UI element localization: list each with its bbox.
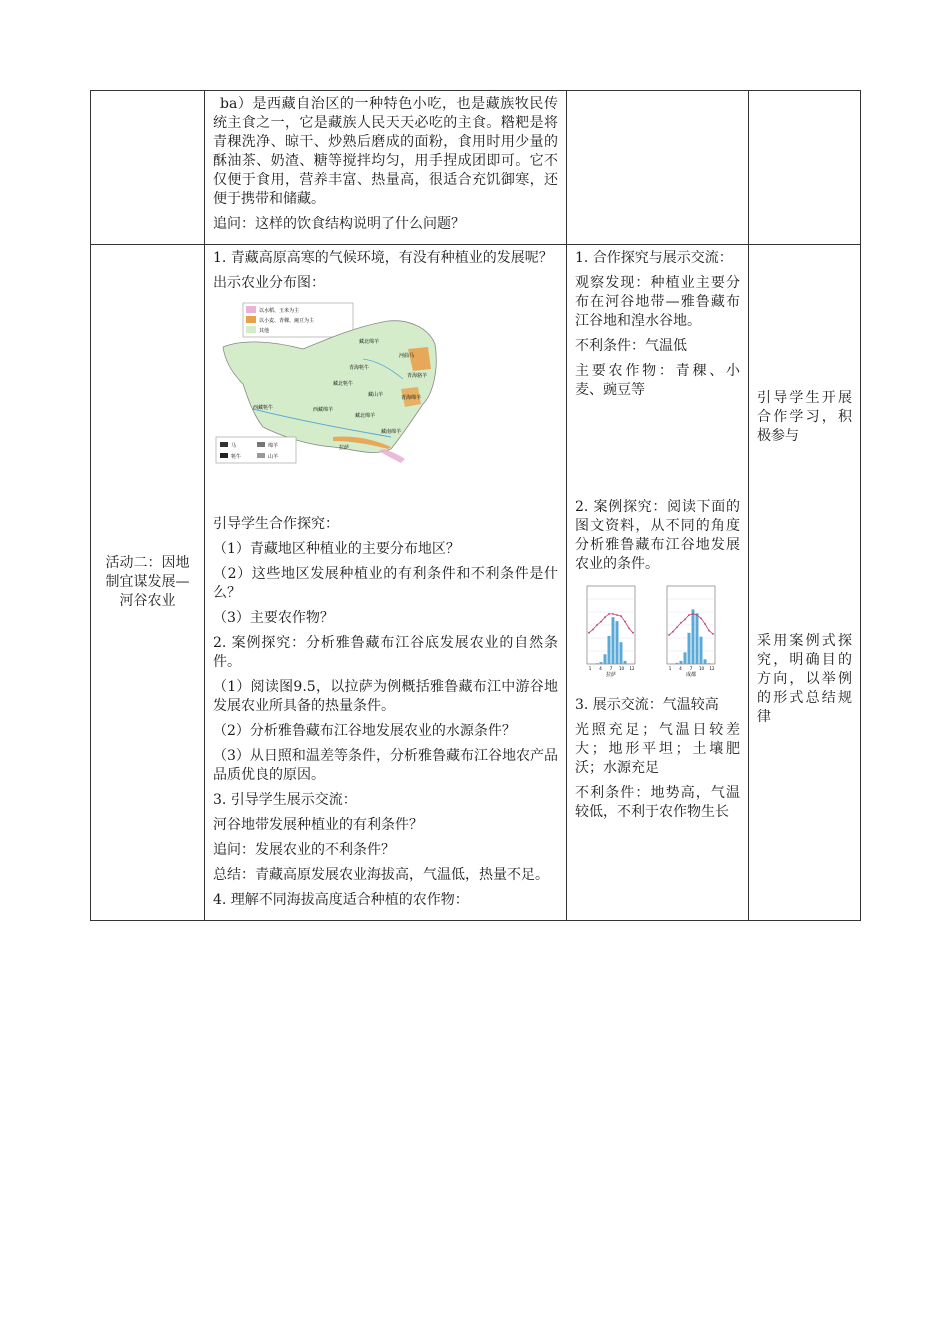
temp-point <box>680 622 682 624</box>
paragraph: 主要农作物：青稞、小麦、豌豆等 <box>575 363 740 398</box>
teacher-activity-cell <box>205 245 567 921</box>
precip-bar <box>600 662 603 664</box>
teacher-activity-cell <box>205 91 567 245</box>
legend-swatch-wheat <box>246 316 256 323</box>
tick-label: 4 <box>599 666 602 671</box>
paragraph: 不利条件：气温低 <box>575 338 687 354</box>
tick-label: 7 <box>689 666 693 671</box>
temp-point <box>684 619 686 621</box>
temp-point <box>668 634 670 636</box>
paragraph: 光照充足；气温日较差大；地形平坦；土壤肥沃；水源充足 <box>575 722 740 776</box>
tick-label: 12 <box>629 666 635 671</box>
animal-legend-label: 山羊 <box>268 454 279 460</box>
map-label: 青海绵羊 <box>401 395 422 401</box>
map-label: 藏北牦牛 <box>333 381 354 387</box>
paragraph: 总结：青藏高原发展农业海拔高，气温低，热量不足。 <box>213 867 549 883</box>
paragraph: 4. 理解不同海拔高度适合种植的农作物： <box>213 892 469 908</box>
temp-point <box>620 615 622 617</box>
temp-point <box>596 624 598 626</box>
legend-rice: 以水稻、玉米为主 <box>259 308 300 314</box>
precip-bar <box>692 609 695 664</box>
temp-point <box>672 631 674 633</box>
intent-cell-empty <box>749 91 861 245</box>
precip-bar <box>676 663 679 664</box>
precip-bar <box>612 617 615 664</box>
paragraph: 河谷地带发展种植业的有利条件？ <box>213 817 423 833</box>
precip-bar <box>684 652 687 664</box>
animal-legend-label: 牦牛 <box>231 454 242 460</box>
precip-bar <box>596 663 599 664</box>
precip-bar <box>604 654 607 664</box>
agriculture-map-figure <box>213 299 558 475</box>
paragraph: 追问：发展农业的不利条件？ <box>213 842 395 858</box>
paragraph: （2）分析雅鲁藏布江谷地发展农业的水源条件？ <box>213 723 516 739</box>
paragraph: 3. 引导学生展示交流： <box>213 792 357 808</box>
design-intent-cell <box>749 245 861 921</box>
paragraph: 3. 展示交流：气温较高 <box>575 697 719 713</box>
temp-point <box>676 626 678 628</box>
precip-bar <box>624 661 627 664</box>
paragraph: 2. 案例探究：阅读下面的图文资料，从不同的角度分析雅鲁藏布江谷地发展农业的条件。 <box>575 499 740 572</box>
paragraph: 观察发现：种植业主要分布在河谷地带—雅鲁藏布江谷地和湟水谷地。 <box>575 275 740 329</box>
tick-label: 10 <box>698 666 705 671</box>
paragraph: （2）这些地区发展种植业的有利条件和不利条件是什么？ <box>213 566 558 601</box>
map-label: 青海牦牛 <box>349 365 370 371</box>
tick-label: 1 <box>668 666 672 671</box>
precip-bar <box>700 637 703 664</box>
tick-label: 12 <box>709 666 715 671</box>
tick-label: 4 <box>679 666 682 671</box>
temp-point <box>628 627 630 629</box>
legend-swatch-rice <box>246 306 256 313</box>
precip-bar <box>680 661 683 664</box>
animal-legend <box>216 437 296 463</box>
student-activity-cell <box>567 245 749 921</box>
paragraph: 1. 合作探究与展示交流： <box>575 250 733 266</box>
chart-city-label: 拉萨 <box>605 672 617 678</box>
map-label: 藏北绵羊 <box>355 413 376 419</box>
precip-bar <box>608 636 611 664</box>
legend-other: 其他 <box>259 328 270 334</box>
temp-point <box>604 616 606 618</box>
temp-point <box>700 617 702 619</box>
activity-cell-empty <box>91 91 205 245</box>
region-outline <box>223 321 436 453</box>
map-label: 西藏牦牛 <box>253 405 274 411</box>
activity-label: 活动二：因地制宜谋发展—河谷农业 <box>105 555 190 609</box>
lesson-plan-table <box>90 90 861 921</box>
climate-chart-svg <box>575 580 740 680</box>
animal-legend-label: 马 <box>231 443 237 449</box>
temp-point <box>712 633 714 635</box>
chart-city-label: 成都 <box>685 672 697 678</box>
legend-wheat: 以小麦、青稞、豌豆为主 <box>259 318 315 324</box>
paragraph: 2. 案例探究：分析雅鲁藏布江谷底发展农业的自然条件。 <box>213 635 558 670</box>
paragraph: （3）从日照和温差等条件，分析雅鲁藏布江谷地农产品品质优良的原因。 <box>213 748 558 783</box>
legend-swatch-other <box>246 326 256 333</box>
temp-point <box>612 613 614 615</box>
tick-label: 7 <box>609 666 613 671</box>
temp-point <box>704 623 706 625</box>
map-label: 藏山羊 <box>368 392 384 398</box>
paragraph: ba）是西藏自治区的一种特色小吃，也是藏族牧民传统主食之一，它是藏族人民天天必吃的主食。糌粑是将青稞洗净、晾干、炒熟后磨成的面粉，食用时用少量的酥油茶、奶渣、糖等搅拌均匀，用手捏成团即可。它不仅便于食用，营养丰富、热量高，很适合充饥御寒，还便于携带和储藏。 <box>213 96 558 207</box>
paragraph: 1. 青藏高原高寒的气候环境，有没有种植业的发展呢？ <box>213 250 553 266</box>
temp-point <box>692 613 694 615</box>
animal-legend-label: 绵羊 <box>268 443 279 449</box>
precip-bar <box>616 621 619 664</box>
temp-point <box>688 614 690 616</box>
map-label: 拉萨 <box>339 445 350 451</box>
agriculture-map <box>213 299 443 469</box>
student-activity-cell-empty <box>567 91 749 245</box>
map-label: 藏南绵羊 <box>381 429 402 435</box>
paragraph: （1）青藏地区种植业的主要分布地区？ <box>213 541 460 557</box>
intent-text: 采用案例式探究，明确目的方向，以举例的形式总结规律 <box>757 633 852 725</box>
precip-bar <box>708 663 711 664</box>
precip-bar <box>704 659 707 664</box>
precip-bar <box>696 613 699 664</box>
temp-point <box>592 629 594 631</box>
temp-point <box>588 632 590 634</box>
climate-charts <box>575 580 740 686</box>
paragraph: 追问：这样的饮食结构说明了什么问题？ <box>213 216 465 232</box>
map-label: 藏北绵羊 <box>359 339 380 345</box>
precip-bar <box>688 633 691 664</box>
temp-point <box>616 614 618 616</box>
temp-point <box>632 632 634 634</box>
map-label: 西藏绵羊 <box>313 407 334 413</box>
paragraph: 不利条件：地势高，气温较低，不利于农作物生长 <box>575 785 740 820</box>
paragraph: （1）阅读图9.5，以拉萨为例概括雅鲁藏布江中游谷地发展农业所具备的热量条件。 <box>213 679 558 714</box>
intent-text: 引导学生开展合作学习，积极参与 <box>757 390 852 444</box>
paragraph: （3）主要农作物？ <box>213 610 334 626</box>
precip-bar <box>620 642 623 664</box>
tick-label: 10 <box>618 666 625 671</box>
temp-point <box>608 613 610 615</box>
map-label: 河曲马 <box>399 353 415 359</box>
temp-point <box>624 621 626 623</box>
map-legend <box>243 303 353 337</box>
activity-label-cell <box>91 245 205 921</box>
table-row <box>91 245 861 921</box>
temp-point <box>696 614 698 616</box>
map-label: 青海骆羊 <box>407 373 428 379</box>
paragraph: 引导学生合作探究： <box>213 516 339 532</box>
table-row <box>91 91 861 245</box>
tick-label: 1 <box>588 666 592 671</box>
temp-point <box>600 621 602 623</box>
temp-point <box>708 630 710 632</box>
paragraph: 出示农业分布图： <box>213 275 325 291</box>
